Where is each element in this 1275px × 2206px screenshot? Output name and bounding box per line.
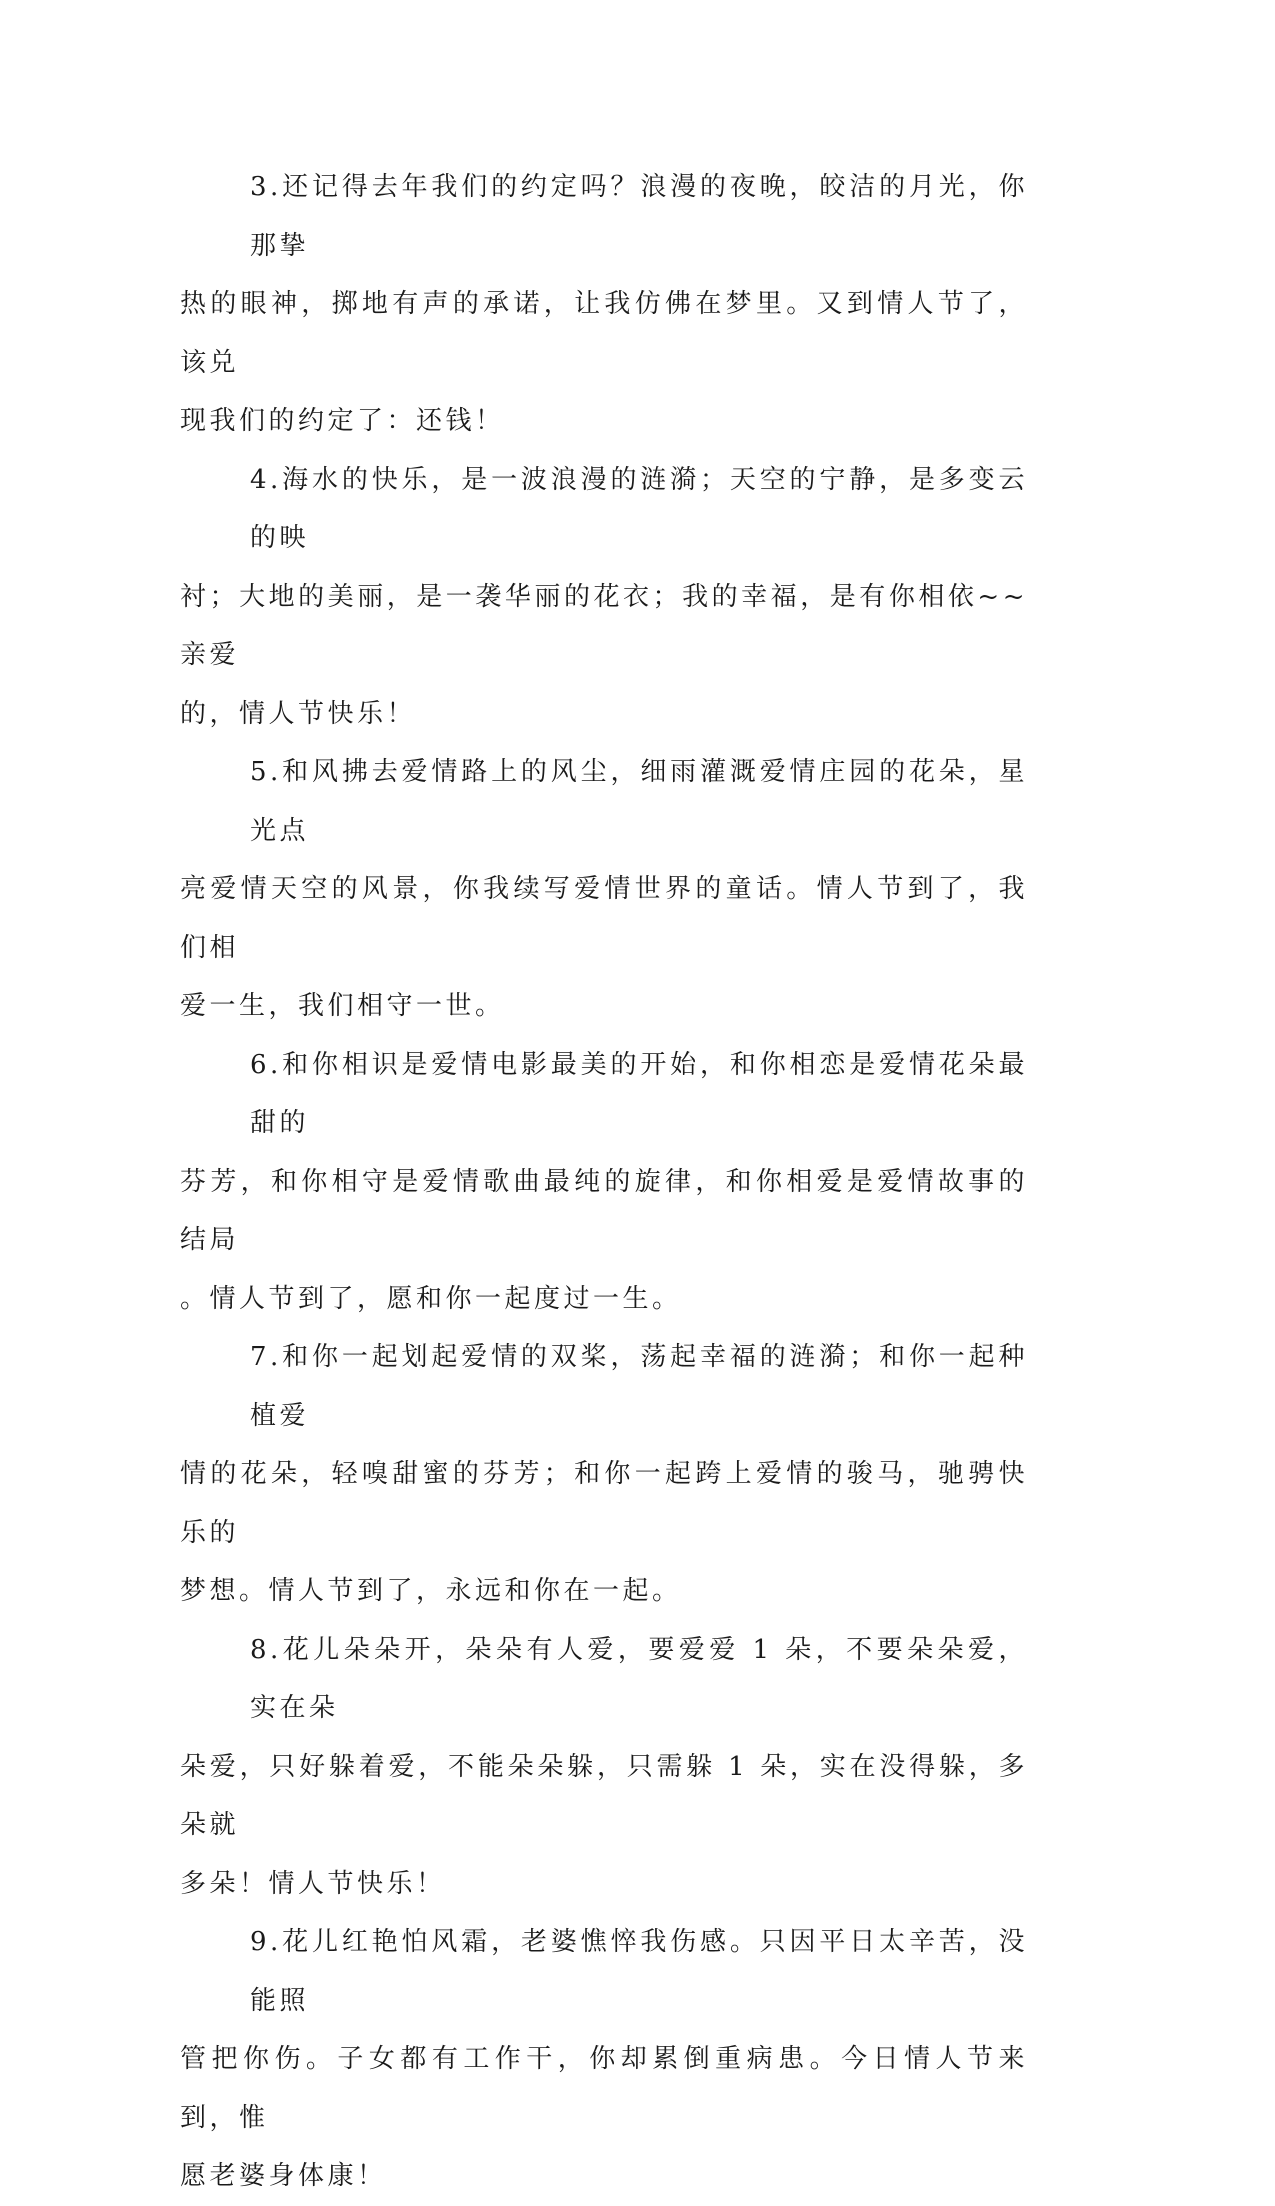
paragraph-line: 爱一生，我们相守一世。	[180, 991, 505, 1021]
paragraph-line: 衬；大地的美丽，是一袭华丽的花衣；我的幸福，是有你相依~~亲爱	[180, 581, 1028, 670]
paragraph-6	[180, 1036, 1028, 1329]
paragraph-line: 的，情人节快乐！	[180, 698, 417, 729]
paragraph-line: 4.海水的快乐，是一波浪漫的涟漪；天空的宁静，是多变云的映	[250, 464, 1028, 553]
paragraph-9	[180, 1913, 1028, 2206]
paragraph-line: 6.和你相识是爱情电影最美的开始，和你相恋是爱情花朵最甜的	[250, 1049, 1028, 1138]
paragraph-4	[180, 451, 1028, 744]
paragraph-line: 情的花朵，轻嗅甜蜜的芬芳；和你一起跨上爱情的骏马，驰骋快乐的	[180, 1459, 1028, 1548]
paragraph-line: 现我们的约定了：还钱！	[180, 406, 505, 436]
paragraph-line: 愿老婆身体康！	[180, 2161, 387, 2191]
paragraph-line: 多朵！情人节快乐！	[180, 1868, 446, 1899]
paragraph-line: 热的眼神，掷地有声的承诺，让我仿佛在梦里。又到情人节了，该兑	[180, 289, 1028, 378]
paragraph-line: 梦想。情人节到了，永远和你在一起。	[180, 1576, 682, 1606]
paragraph-line: 。情人节到了，愿和你一起度过一生。	[180, 1283, 682, 1314]
paragraph-line: 7.和你一起划起爱情的双桨，荡起幸福的涟漪；和你一起种植爱	[250, 1342, 1028, 1431]
paragraph-line: 管把你伤。子女都有工作干，你却累倒重病患。今日情人节来到，惟	[180, 2044, 1028, 2133]
document-body	[180, 158, 1028, 2206]
paragraph-5	[180, 743, 1028, 1036]
paragraph-7	[180, 1328, 1028, 1621]
paragraph-8	[180, 1621, 1028, 1914]
paragraph-line: 8.花儿朵朵开，朵朵有人爱，要爱爱 1 朵，不要朵朵爱，实在朵	[250, 1634, 1028, 1723]
paragraph-line: 5.和风拂去爱情路上的风尘，细雨灌溉爱情庄园的花朵，星光点	[250, 757, 1028, 846]
paragraph-line: 9.花儿红艳怕风霜，老婆憔悴我伤感。只因平日太辛苦，没能照	[250, 1927, 1028, 2016]
paragraph-line: 3.还记得去年我们的约定吗？浪漫的夜晚，皎洁的月光，你那挚	[250, 172, 1028, 261]
paragraph-3	[180, 158, 1028, 451]
paragraph-line: 芬芳，和你相守是爱情歌曲最纯的旋律，和你相爱是爱情故事的结局	[180, 1166, 1028, 1255]
paragraph-line: 朵爱，只好躲着爱，不能朵朵躲，只需躲 1 朵，实在没得躲，多朵就	[180, 1751, 1028, 1840]
paragraph-line: 亮爱情天空的风景，你我续写爱情世界的童话。情人节到了，我们相	[180, 874, 1028, 963]
